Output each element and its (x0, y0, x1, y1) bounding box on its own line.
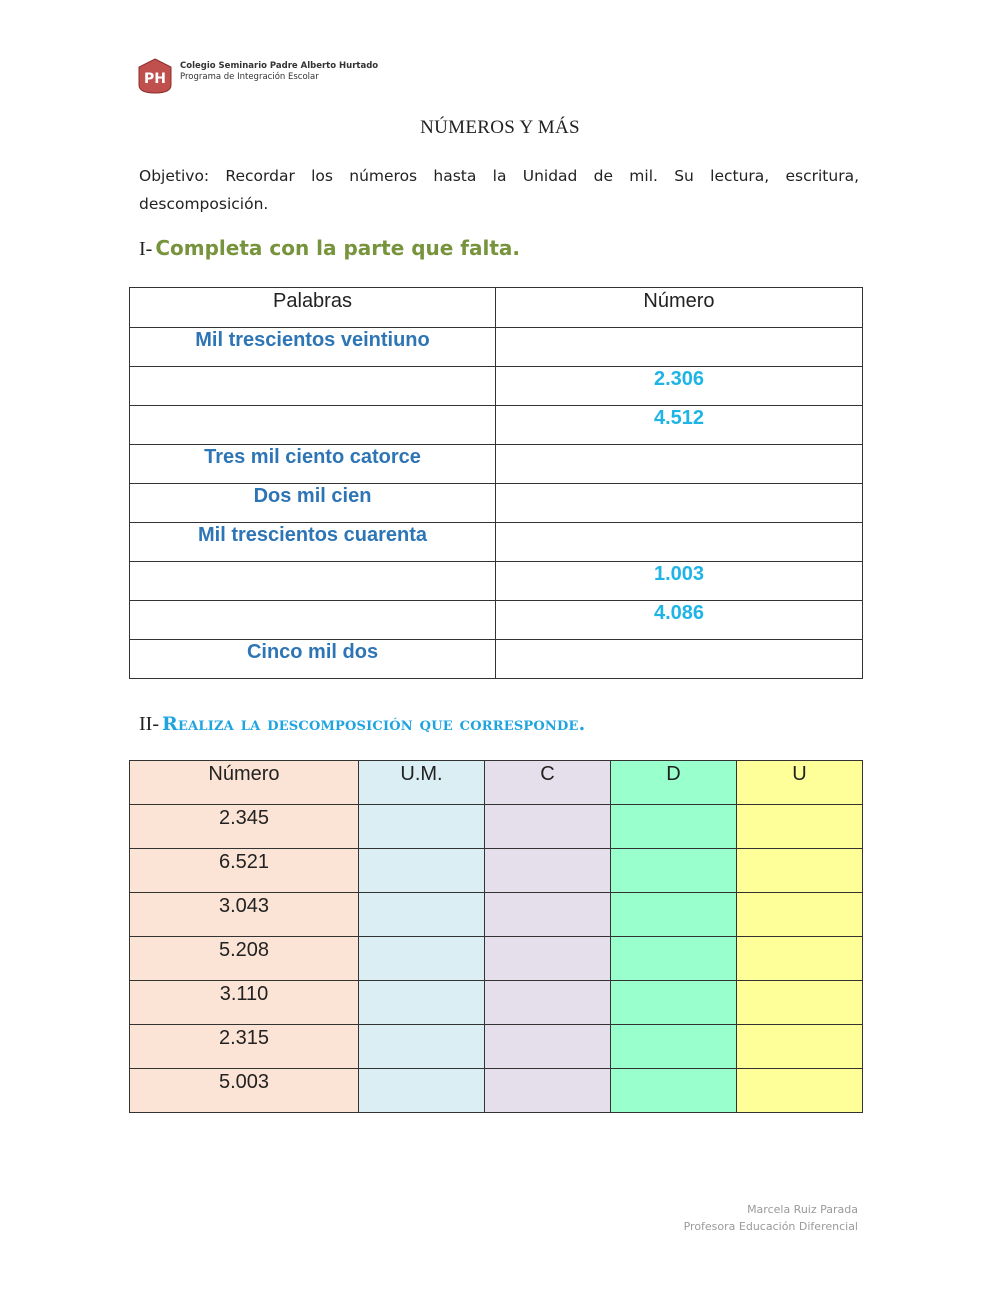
d-answer-cell[interactable] (611, 1069, 737, 1113)
c-answer-cell[interactable] (485, 1025, 611, 1069)
words-answer-cell[interactable] (130, 406, 496, 445)
um-answer-cell[interactable] (359, 849, 485, 893)
number-cell: 1.003 (496, 562, 863, 601)
section-2-number: II- (139, 713, 159, 735)
section-2-instruction: Realiza la descomposición que corresponde. (161, 713, 586, 735)
number-cell: 5.208 (130, 937, 359, 981)
number-cell: 3.110 (130, 981, 359, 1025)
header-u: U (737, 761, 863, 805)
school-name: Colegio Seminario Padre Alberto Hurtado (180, 61, 379, 71)
number-cell: 2.306 (496, 367, 863, 406)
table-row (130, 601, 863, 640)
d-answer-cell[interactable] (611, 981, 737, 1025)
u-answer-cell[interactable] (737, 981, 863, 1025)
section-2-heading (139, 713, 585, 736)
number-cell: 4.512 (496, 406, 863, 445)
u-answer-cell[interactable] (737, 893, 863, 937)
header-d: D (611, 761, 737, 805)
number-cell: 5.003 (130, 1069, 359, 1113)
section-1-number: I- (139, 238, 153, 260)
header-c: C (485, 761, 611, 805)
c-answer-cell[interactable] (485, 849, 611, 893)
c-answer-cell[interactable] (485, 981, 611, 1025)
number-cell: 4.086 (496, 601, 863, 640)
table-row (130, 367, 863, 406)
section-1-heading (139, 236, 520, 261)
author-name: Marcela Ruiz Parada (747, 1203, 858, 1216)
c-answer-cell[interactable] (485, 893, 611, 937)
header-palabras: Palabras (130, 288, 496, 328)
number-cell: 2.315 (130, 1025, 359, 1069)
number-answer-cell[interactable] (496, 523, 863, 562)
table-row (130, 849, 863, 893)
um-answer-cell[interactable] (359, 893, 485, 937)
author-role: Profesora Educación Diferencial (683, 1220, 858, 1233)
page-footer (684, 1201, 858, 1235)
table-header-row (130, 761, 863, 805)
table-row (130, 445, 863, 484)
words-cell: Mil trescientos cuarenta (130, 523, 496, 562)
number-answer-cell[interactable] (496, 328, 863, 367)
page-title: NÚMEROS Y MÁS (420, 117, 580, 138)
header-numero: Número (130, 761, 359, 805)
words-cell: Cinco mil dos (130, 640, 496, 679)
d-answer-cell[interactable] (611, 937, 737, 981)
u-answer-cell[interactable] (737, 849, 863, 893)
table-row (130, 484, 863, 523)
u-answer-cell[interactable] (737, 937, 863, 981)
table-row (130, 981, 863, 1025)
words-numbers-table (129, 287, 863, 679)
u-answer-cell[interactable] (737, 805, 863, 849)
d-answer-cell[interactable] (611, 805, 737, 849)
table-row (130, 328, 863, 367)
c-answer-cell[interactable] (485, 937, 611, 981)
table-row (130, 523, 863, 562)
program-name: Programa de Integración Escolar (180, 72, 319, 82)
section-1-instruction: Completa con la parte que falta. (155, 236, 521, 260)
table-row (130, 406, 863, 445)
um-answer-cell[interactable] (359, 805, 485, 849)
words-answer-cell[interactable] (130, 367, 496, 406)
table-row (130, 640, 863, 679)
d-answer-cell[interactable] (611, 893, 737, 937)
d-answer-cell[interactable] (611, 1025, 737, 1069)
decomposition-table (129, 760, 863, 1113)
objective-text: Objetivo: Recordar los números hasta la Unidad de mil. Su lectura, escritura, descomposición. (139, 167, 859, 213)
table-row (130, 1069, 863, 1113)
number-cell: 2.345 (130, 805, 359, 849)
logo-text: PH (144, 71, 166, 87)
um-answer-cell[interactable] (359, 981, 485, 1025)
table-header-row (130, 288, 863, 328)
words-answer-cell[interactable] (130, 562, 496, 601)
um-answer-cell[interactable] (359, 1025, 485, 1069)
table-row (130, 893, 863, 937)
table-row (130, 1025, 863, 1069)
table-row (130, 562, 863, 601)
words-answer-cell[interactable] (130, 601, 496, 640)
u-answer-cell[interactable] (737, 1025, 863, 1069)
number-answer-cell[interactable] (496, 445, 863, 484)
number-answer-cell[interactable] (496, 640, 863, 679)
words-cell: Tres mil ciento catorce (130, 445, 496, 484)
school-header (137, 58, 378, 94)
um-answer-cell[interactable] (359, 1069, 485, 1113)
school-logo (137, 58, 173, 94)
d-answer-cell[interactable] (611, 849, 737, 893)
table-row (130, 805, 863, 849)
c-answer-cell[interactable] (485, 805, 611, 849)
um-answer-cell[interactable] (359, 937, 485, 981)
c-answer-cell[interactable] (485, 1069, 611, 1113)
number-cell: 6.521 (130, 849, 359, 893)
table-row (130, 937, 863, 981)
header-um: U.M. (359, 761, 485, 805)
header-numero: Número (496, 288, 863, 328)
number-answer-cell[interactable] (496, 484, 863, 523)
words-cell: Dos mil cien (130, 484, 496, 523)
words-cell: Mil trescientos veintiuno (130, 328, 496, 367)
number-cell: 3.043 (130, 893, 359, 937)
u-answer-cell[interactable] (737, 1069, 863, 1113)
